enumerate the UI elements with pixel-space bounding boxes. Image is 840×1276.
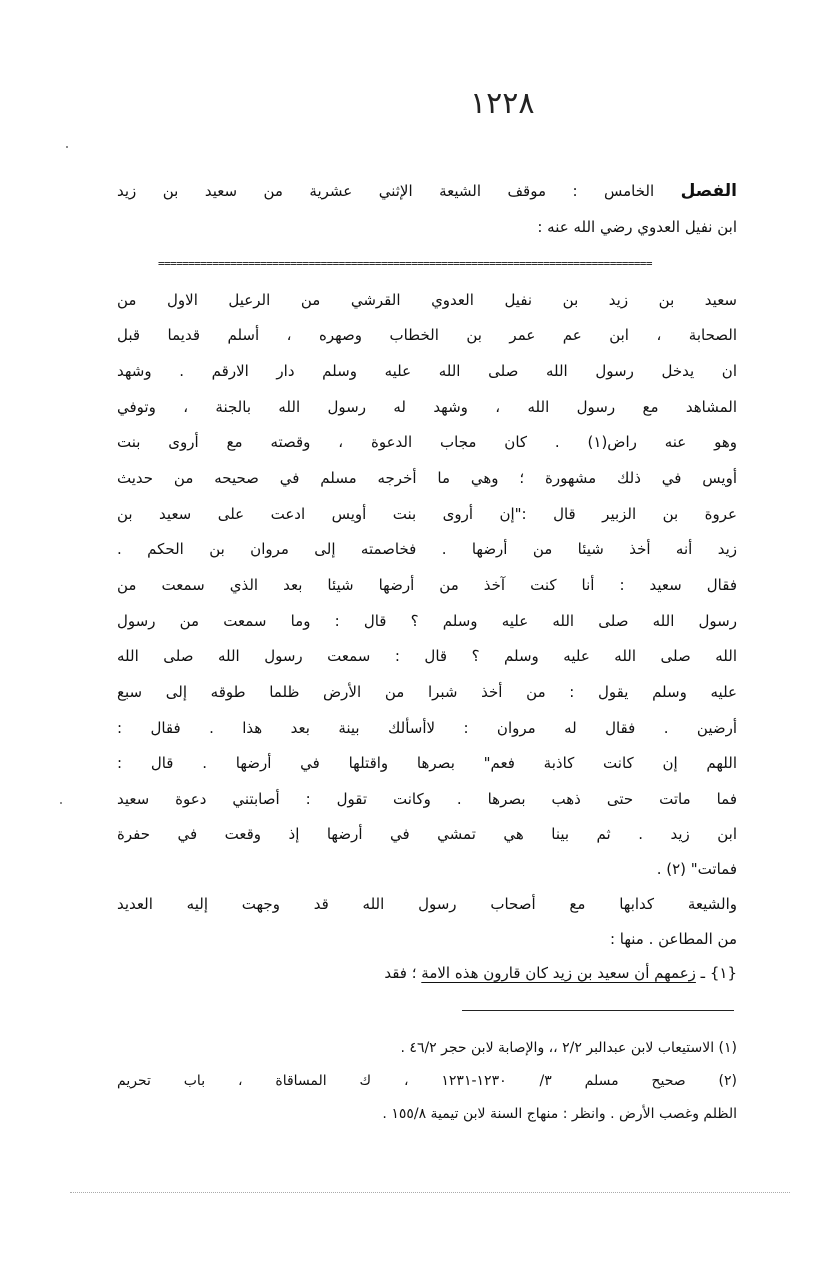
body-line: الله صلى الله عليه وسلم ؟ قال : سمعت رسول الله صلى الله bbox=[117, 647, 737, 665]
page-number: ١٢٢٨ bbox=[470, 86, 535, 121]
chapter-heading-line-1 bbox=[117, 180, 737, 202]
body-line: عروة بن الزبير قال :"إن أروى بنت أويس ادعت على سعيد بن bbox=[117, 505, 737, 523]
body-line: أويس في ذلك مشهورة ؛ وهي ما أخرجه مسلم في صحيحه من حديث bbox=[117, 469, 737, 487]
body-line: فقال سعيد : أنا كنت آخذ من أرضها شيئا بعد الذي سمعت من bbox=[117, 576, 737, 594]
body-line: سعيد بن زيد بن نفيل العدوي القرشي من الرعيل الاول من bbox=[117, 291, 737, 309]
footnote-2: (٢) صحيح مسلم ٣/ ١٢٣٠-١٢٣١ ، ك المساقاة ، باب تحريم bbox=[117, 1073, 737, 1089]
footnote-divider bbox=[462, 1010, 734, 1011]
body-line: من المطاعن . منها : bbox=[609, 930, 737, 948]
scan-edge-line bbox=[70, 1192, 790, 1193]
footnote-1: (١) الاستيعاب لابن عبدالبر ٢/٢ ،، والإصابة لابن حجر ٤٦/٢ . bbox=[400, 1040, 737, 1056]
body-line: ان يدخل رسول الله صلى الله عليه وسلم دار الارقم . وشهد bbox=[117, 362, 737, 380]
scan-speck bbox=[60, 802, 62, 804]
point-number: {١} ـ bbox=[700, 964, 737, 982]
body-line: المشاهد مع رسول الله ، وشهد له رسول الله بالجنة ، وتوفي bbox=[117, 398, 737, 416]
point-tail: ؛ فقد bbox=[384, 964, 417, 982]
footnote-2-continued: الظلم وغصب الأرض . وانظر : منهاج السنة لابن تيمية ١٥٥/٨ . bbox=[382, 1106, 737, 1122]
point-one-line bbox=[117, 962, 737, 984]
chapter-heading-line-2: ابن نفيل العدوي رضي الله عنه : bbox=[537, 218, 737, 236]
separator-rule: ================================================================================== bbox=[158, 258, 652, 270]
body-line: رسول الله صلى الله عليه وسلم ؟ قال : وما سمعت من رسول bbox=[117, 612, 737, 630]
body-line: فما ماتت حتى ذهب بصرها . وكانت تقول : أصابتني دعوة سعيد bbox=[117, 790, 737, 808]
body-line: أرضين . فقال له مروان : لاأسألك بينة بعد هذا . فقال : bbox=[117, 719, 737, 737]
chapter-title-part-1: الخامس : موقف الشيعة الإثني عشرية من سعيد بن زيد bbox=[117, 182, 655, 200]
body-line: فماتت" (٢) . bbox=[656, 860, 737, 878]
chapter-label: الفصل bbox=[680, 181, 737, 201]
scan-speck bbox=[66, 146, 68, 148]
body-line: ابن زيد . ثم بينا هي تمشي في أرضها إذ وقعت في حفرة bbox=[117, 825, 737, 843]
body-line: اللهم إن كانت كاذبة فعم" بصرها واقتلها في أرضها . قال : bbox=[117, 754, 737, 772]
body-line: الصحابة ، ابن عم عمر بن الخطاب وصهره ، أسلم قديما قبل bbox=[117, 326, 737, 344]
body-line: والشيعة كدابها مع أصحاب رسول الله قد وجهت إليه العديد bbox=[117, 895, 737, 913]
body-line: زيد أنه أخذ شيئا من أرضها . فخاصمته إلى مروان بن الحكم . bbox=[117, 540, 737, 558]
body-line: وهو عنه راض(١) . كان مجاب الدعوة ، وقصته مع أروى بنت bbox=[117, 433, 737, 451]
point-claim: زعمهم أن سعيد بن زيد كان قارون هذه الامة bbox=[421, 964, 696, 982]
body-line: عليه وسلم يقول : من أخذ شبرا من الأرض ظلما طوقه إلى سبع bbox=[117, 683, 737, 701]
